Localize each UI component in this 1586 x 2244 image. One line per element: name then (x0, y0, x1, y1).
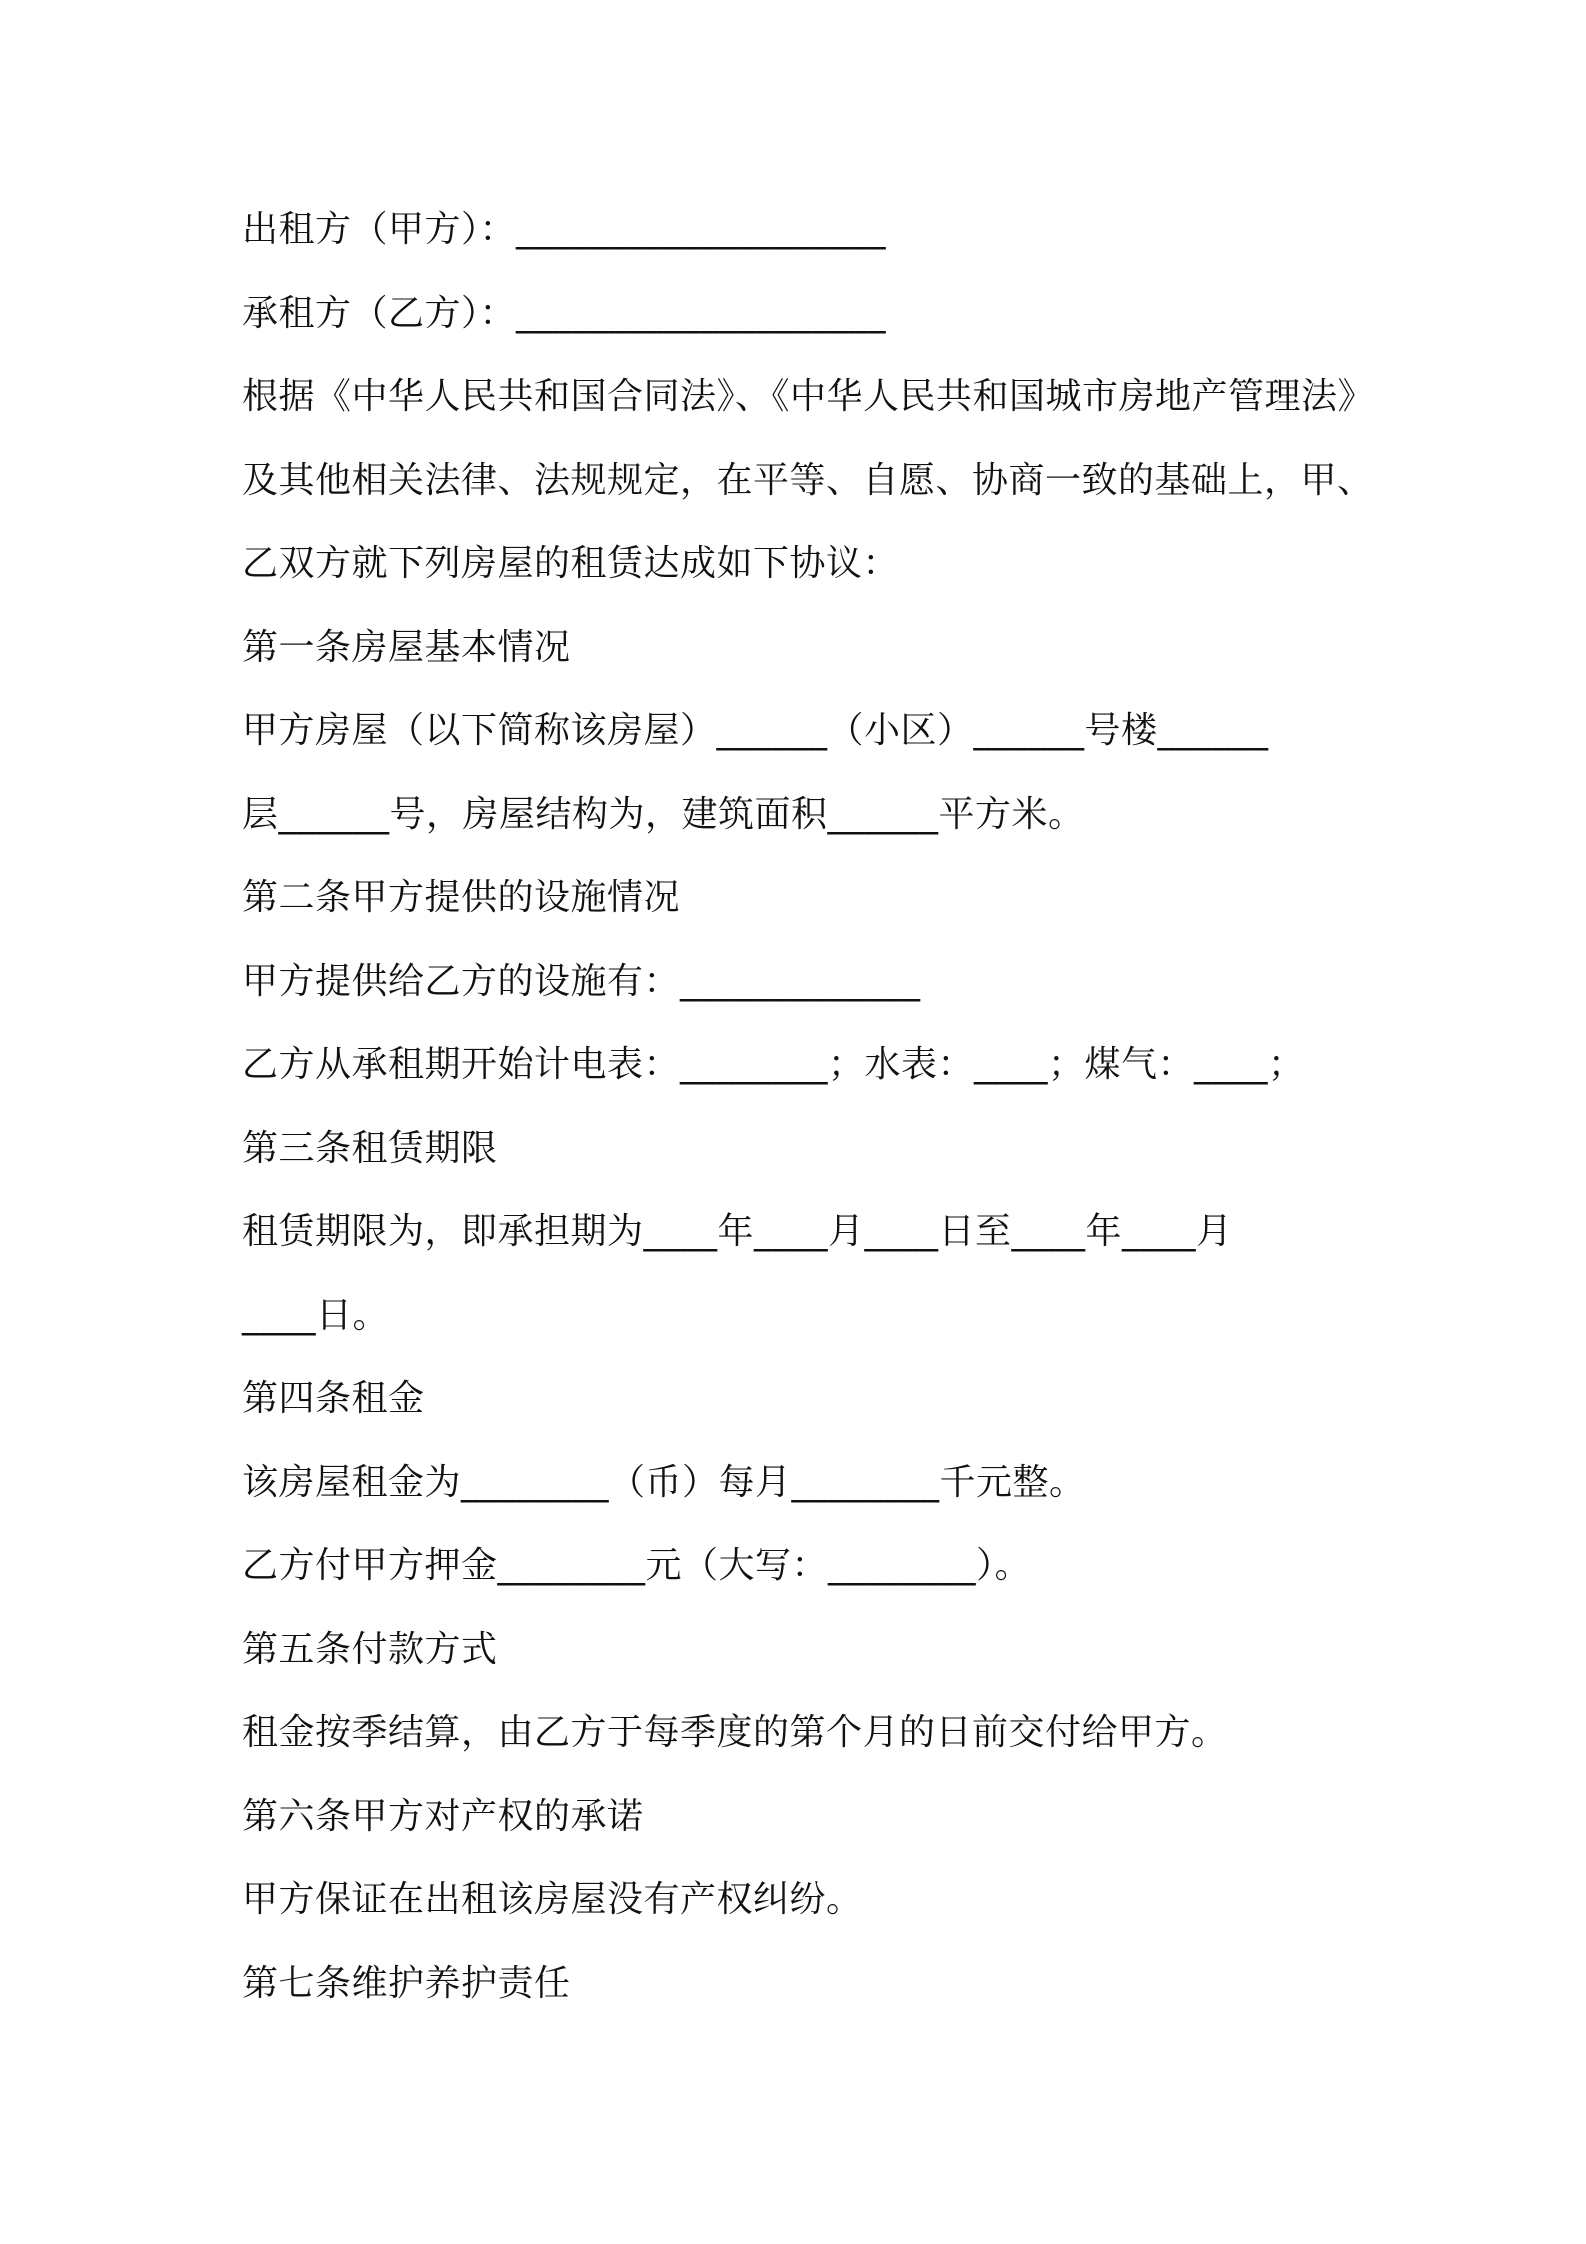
lessee-field: 承租方（乙方）：____________________ (242, 292, 887, 334)
article-4-line-2: 乙方付甲方押金________元（大写：________）。 (242, 1545, 1032, 1586)
article-3-line-1: 租赁期限为，即承担期为____年____月____日至____年____月 (242, 1211, 1233, 1252)
article-1-heading: 第一条房屋基本情况 (242, 626, 571, 668)
article-4-heading: 第四条租金 (242, 1378, 425, 1419)
preamble-line-3: 乙双方就下列房屋的租赁达成如下协议： (242, 543, 900, 584)
article-3-line-2: ____日。 (242, 1294, 390, 1336)
contract-body (242, 200, 1392, 2037)
article-6-line-1: 甲方保证在出租该房屋没有产权纠纷。 (242, 1879, 863, 1920)
lessor-field: 出租方（甲方）：____________________ (242, 209, 887, 250)
article-1-line-2: 层______号，房屋结构为，建筑面积______平方米。 (242, 793, 1085, 835)
article-4-line-1: 该房屋租金为________（币）每月________千元整。 (242, 1461, 1086, 1503)
preamble-line-2: 及其他相关法律、法规规定，在平等、自愿、协商一致的基础上，甲、 (242, 459, 1374, 501)
article-1-line-1: 甲方房屋（以下简称该房屋）______（小区）______号楼______ (242, 710, 1269, 751)
preamble-line-1: 根据《中华人民共和国合同法》、《中华人民共和国城市房地产管理法》 (242, 376, 1375, 417)
article-6-heading: 第六条甲方对产权的承诺 (242, 1795, 644, 1837)
article-5-line-1: 租金按季结算，由乙方于每季度的第个月的日前交付给甲方。 (242, 1712, 1228, 1753)
article-3-heading: 第三条租赁期限 (242, 1127, 498, 1169)
article-2-line-2: 乙方从承租期开始计电表：________；水表：____；煤气：____； (242, 1044, 1305, 1085)
article-7-heading: 第七条维护养护责任 (242, 1962, 571, 2004)
article-2-line-1: 甲方提供给乙方的设施有：_____________ (242, 960, 921, 1002)
article-2-heading: 第二条甲方提供的设施情况 (242, 877, 681, 918)
article-5-heading: 第五条付款方式 (242, 1628, 498, 1670)
